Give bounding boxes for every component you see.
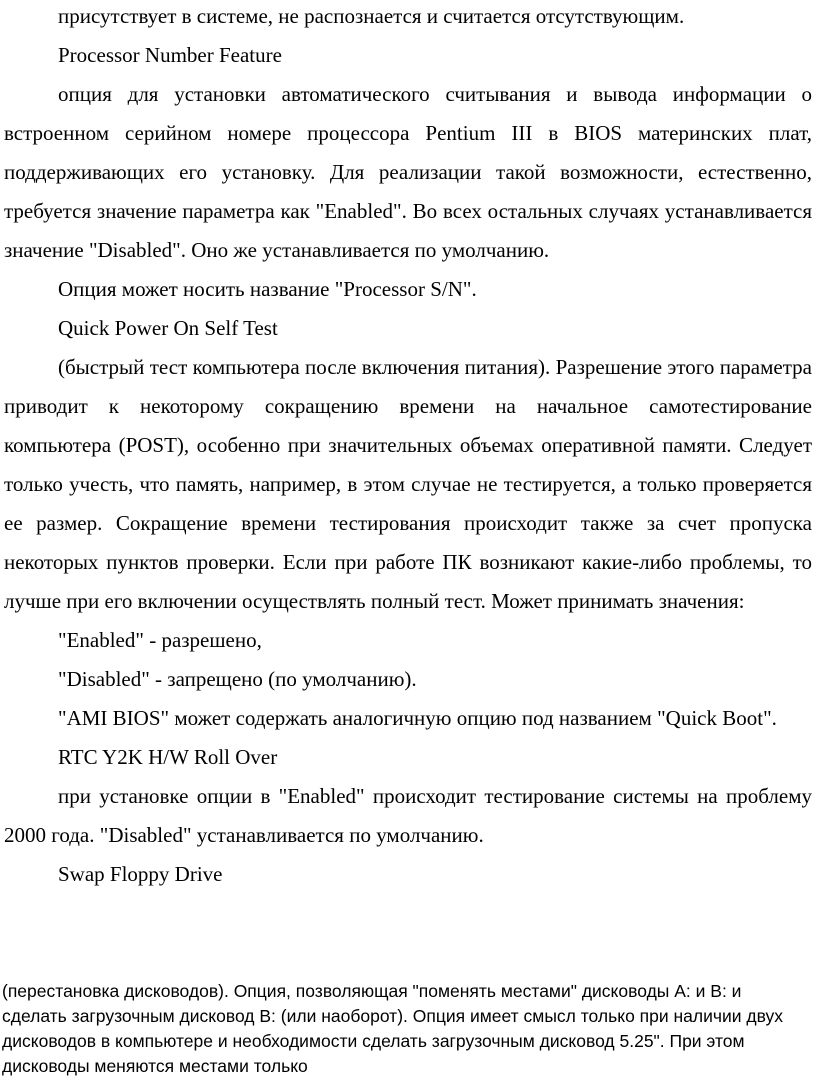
paragraph: Опция может носить название "Processor S/N". xyxy=(58,277,477,301)
document-body xyxy=(4,0,812,894)
section-heading: Quick Power On Self Test xyxy=(58,316,278,340)
paragraph: "Disabled" - запрещено (по умолчанию). xyxy=(58,667,417,691)
section-heading: RTC Y2K H/W Roll Over xyxy=(58,745,278,769)
paragraph: опция для установки автоматического считывания и вывода информации о встроенном серийном номере процессора Pentium III в BIOS материнских плат, поддерживающих его установку. Для реализации такой возможности, естественно, требуется значение параметра как "Enabled". Во всех остальных случаях устанавливается значение "Disabled". Оно же устанавливается по умолчанию. xyxy=(4,82,812,262)
paragraph: присутствует в системе, не распознается и считается отсутствующим. xyxy=(58,4,685,28)
paragraph: (быстрый тест компьютера после включения питания). Разрешение этого параметра приводит к некоторому сокращению времени на начальное самотестирование компьютера (POST), особенно при значительных объемах оперативной памяти. Следует только учесть, что память, например, в этом случае не тестируется, а только проверяется ее размер. Сокращение времени тестирования происходит также за счет пропуска некоторых пунктов проверки. Если при работе ПК возникают какие-либо проблемы, то лучше при его включении осуществлять полный тест. Может принимать значения: xyxy=(4,355,812,613)
paragraph: "Enabled" - разрешено, xyxy=(58,628,262,652)
section-heading: Swap Floppy Drive xyxy=(58,862,223,886)
tail-paragraph: (перестановка дисководов). Опция, позволяющая "поменять местами" дисководы А: и В: и сделать загрузочным дисковод В: (или наоборот). Опция имеет смысл только при наличии двух дисководов в компьютере и необходимости сделать загрузочным дисковод 5.25". При этом дисководы меняются местами только xyxy=(2,981,784,1076)
section-heading: Processor Number Feature xyxy=(58,43,282,67)
paragraph: при установке опции в "Enabled" происходит тестирование системы на проблему 2000 года. "Disabled" устанавливается по умолчанию. xyxy=(4,784,812,847)
paragraph: "AMI BIOS" может содержать аналогичную опцию под названием "Quick Boot". xyxy=(58,706,777,730)
